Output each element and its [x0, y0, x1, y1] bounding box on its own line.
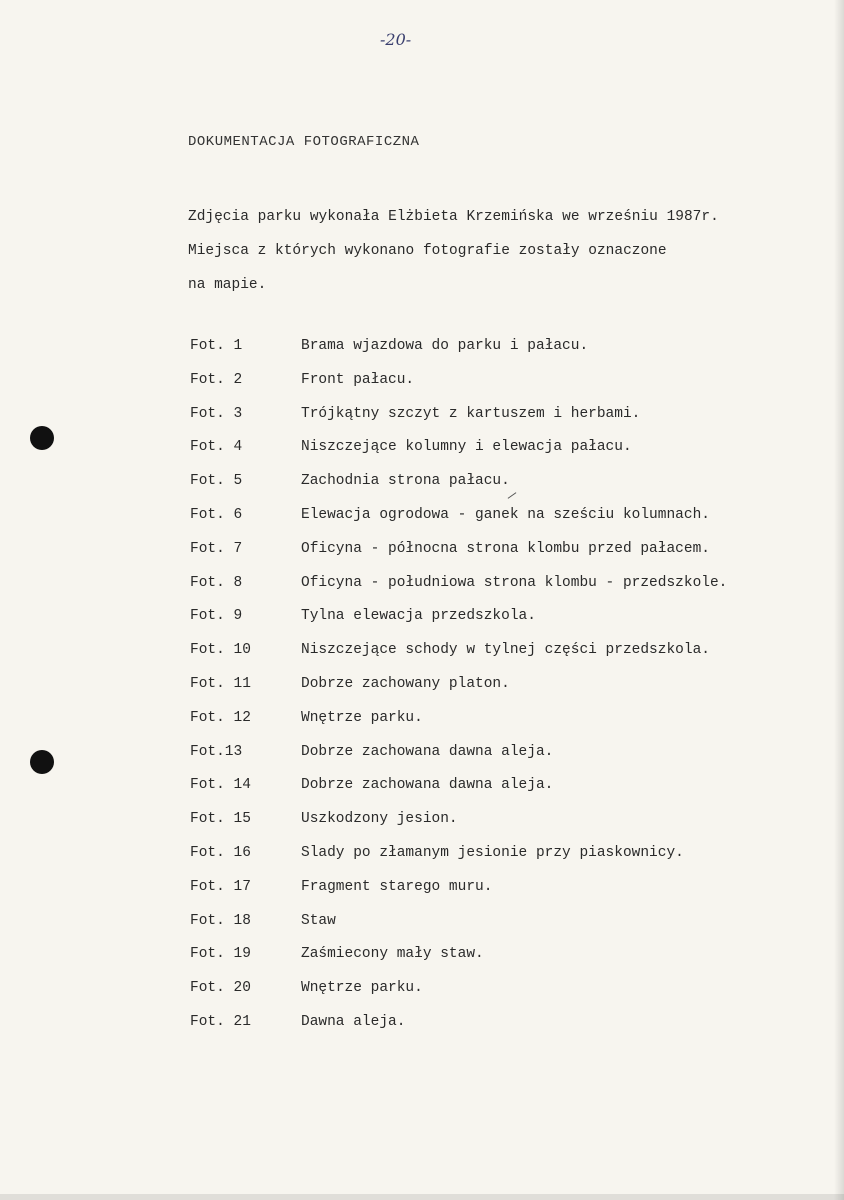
- photo-number: Fot. 2: [190, 371, 243, 388]
- photo-number: Fot. 15: [190, 811, 251, 828]
- photo-description: Fragment starego muru.: [301, 878, 493, 895]
- intro-line: Zdjęcia parku wykonała Elżbieta Krzemińska we wrześniu 1987r.: [188, 209, 719, 225]
- photo-description: Dobrze zachowana dawna aleja.: [301, 743, 554, 760]
- photo-description: Front pałacu.: [301, 371, 415, 388]
- intro-paragraph: [188, 200, 719, 302]
- photo-number: Fot. 21: [190, 1013, 251, 1030]
- photo-description: Brama wjazdowa do parku i pałacu.: [301, 338, 589, 354]
- intro-line: na mapie.: [188, 277, 267, 293]
- photo-number: Fot. 1: [190, 338, 243, 354]
- handwritten-mark: [508, 492, 517, 499]
- photo-description: Staw: [301, 912, 336, 929]
- photo-number: Fot. 12: [190, 709, 251, 726]
- photo-number: Fot. 19: [190, 946, 251, 963]
- punch-hole: [30, 750, 54, 774]
- photo-description: Wnętrze parku.: [301, 709, 423, 726]
- photo-number: Fot. 11: [190, 675, 251, 692]
- photo-description: Uszkodzony jesion.: [301, 811, 458, 828]
- photo-description: Oficyna - północna strona klombu przed pałacem.: [301, 540, 710, 557]
- photo-number: Fot. 18: [190, 912, 251, 929]
- photo-number: Fot. 9: [190, 608, 243, 625]
- photo-description: Zaśmiecony mały staw.: [301, 946, 484, 963]
- page-number: -20-: [380, 30, 412, 49]
- photo-description: Trójkątny szczyt z kartuszem i herbami.: [301, 405, 641, 422]
- photo-number: Fot. 10: [190, 642, 251, 659]
- photo-number: Fot. 6: [190, 506, 243, 523]
- photo-description: Dobrze zachowana dawna aleja.: [301, 777, 554, 794]
- photo-number: Fot. 4: [190, 439, 243, 456]
- photo-number: Fot. 16: [190, 844, 251, 861]
- page-edge-shadow: [834, 0, 844, 1200]
- photo-description: Slady po złamanym jesionie przy piaskownicy.: [301, 844, 684, 861]
- document-heading: DOKUMENTACJA FOTOGRAFICZNA: [188, 134, 420, 150]
- photo-description: Wnętrze parku.: [301, 980, 423, 997]
- photo-number: Fot. 5: [190, 473, 243, 490]
- photo-description: Niszczejące kolumny i elewacja pałacu.: [301, 439, 632, 456]
- photo-number: Fot. 17: [190, 878, 251, 895]
- photo-number: Fot. 20: [190, 980, 251, 997]
- page-bottom-edge: [0, 1194, 844, 1200]
- photo-description: Tylna elewacja przedszkola.: [301, 608, 536, 625]
- photo-description: Dobrze zachowany platon.: [301, 675, 510, 692]
- photo-description: Niszczejące schody w tylnej części przedszkola.: [301, 642, 710, 659]
- photo-description: Oficyna - południowa strona klombu - przedszkole.: [301, 574, 728, 591]
- photo-number: Fot. 8: [190, 574, 243, 591]
- punch-hole: [30, 426, 54, 450]
- intro-line: Miejsca z których wykonano fotografie zostały oznaczone: [188, 243, 667, 259]
- photo-description: Elewacja ogrodowa - ganek na sześciu kolumnach.: [301, 506, 710, 523]
- photo-number: Fot. 14: [190, 777, 251, 794]
- photo-number: Fot. 7: [190, 540, 243, 557]
- photo-number: Fot. 3: [190, 405, 243, 422]
- photo-number: Fot.13: [190, 743, 243, 760]
- photo-description: Zachodnia strona pałacu.: [301, 473, 510, 490]
- photo-description: Dawna aleja.: [301, 1013, 406, 1030]
